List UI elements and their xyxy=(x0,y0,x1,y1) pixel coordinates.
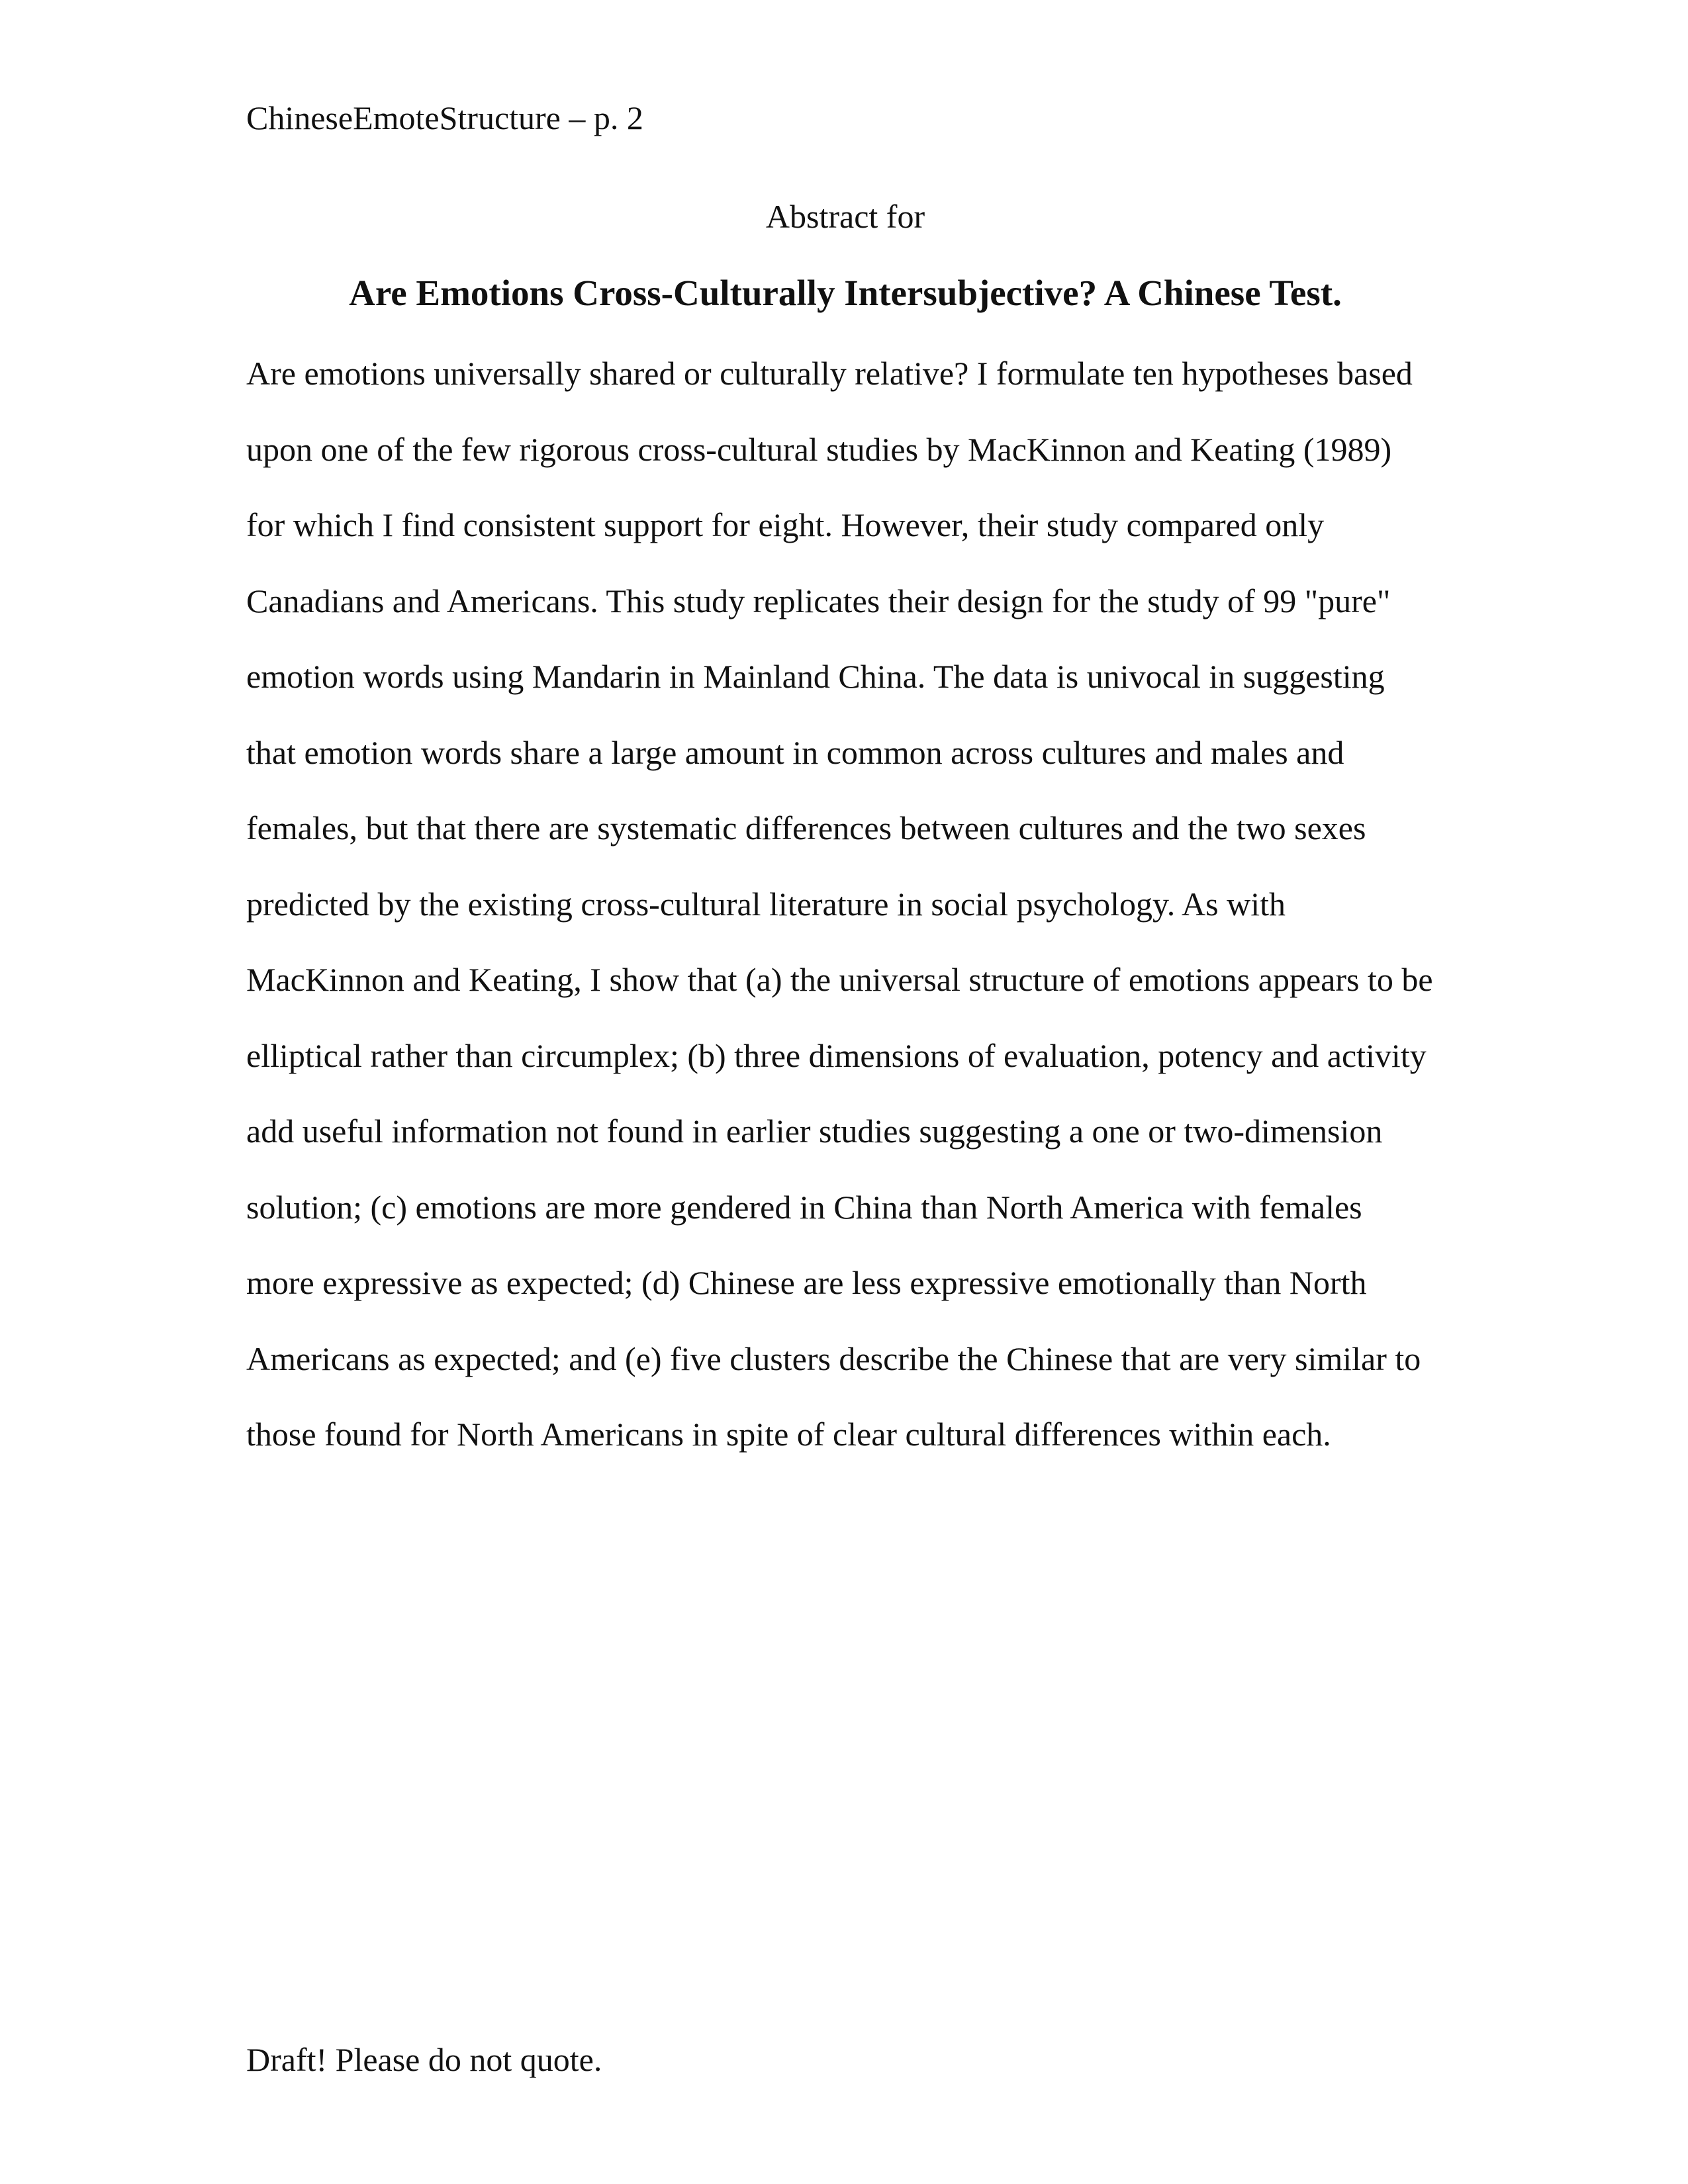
abstract-label: Abstract for xyxy=(765,198,925,235)
running-header: ChineseEmoteStructure – p. 2 xyxy=(246,99,643,136)
abstract-line: solution; (c) emotions are more gendered in China than North America with females xyxy=(246,1188,1362,1226)
abstract-line: upon one of the few rigorous cross-cultural studies by MacKinnon and Keating (1989) xyxy=(246,430,1392,468)
paper-title: Are Emotions Cross-Culturally Intersubjective? A Chinese Test. xyxy=(349,273,1342,313)
abstract-body xyxy=(246,353,1464,1490)
abstract-line: for which I find consistent support for eight. However, their study compared only xyxy=(246,506,1325,543)
abstract-line: elliptical rather than circumplex; (b) three dimensions of evaluation, potency and activity xyxy=(246,1036,1427,1074)
abstract-line: predicted by the existing cross-cultural literature in social psychology. As with xyxy=(246,885,1286,923)
abstract-line: MacKinnon and Keating, I show that (a) the universal structure of emotions appears to be xyxy=(246,961,1433,998)
abstract-line: Canadians and Americans. This study replicates their design for the study of 99 "pure" xyxy=(246,582,1391,619)
abstract-line: females, but that there are systematic differences between cultures and the two sexes xyxy=(246,809,1366,846)
abstract-line: more expressive as expected; (d) Chinese are less expressive emotionally than North xyxy=(246,1264,1367,1301)
abstract-line: Are emotions universally shared or culturally relative? I formulate ten hypotheses based xyxy=(246,355,1413,392)
abstract-line: emotion words using Mandarin in Mainland China. The data is univocal in suggesting xyxy=(246,658,1385,695)
abstract-line: those found for North Americans in spite of clear cultural differences within each. xyxy=(246,1416,1331,1453)
abstract-line: that emotion words share a large amount in common across cultures and males and xyxy=(246,733,1344,771)
abstract-line: add useful information not found in earlier studies suggesting a one or two-dimension xyxy=(246,1113,1383,1150)
footer-note: Draft! Please do not quote. xyxy=(246,2041,602,2078)
abstract-line: Americans as expected; and (e) five clusters describe the Chinese that are very similar to xyxy=(246,1340,1421,1377)
